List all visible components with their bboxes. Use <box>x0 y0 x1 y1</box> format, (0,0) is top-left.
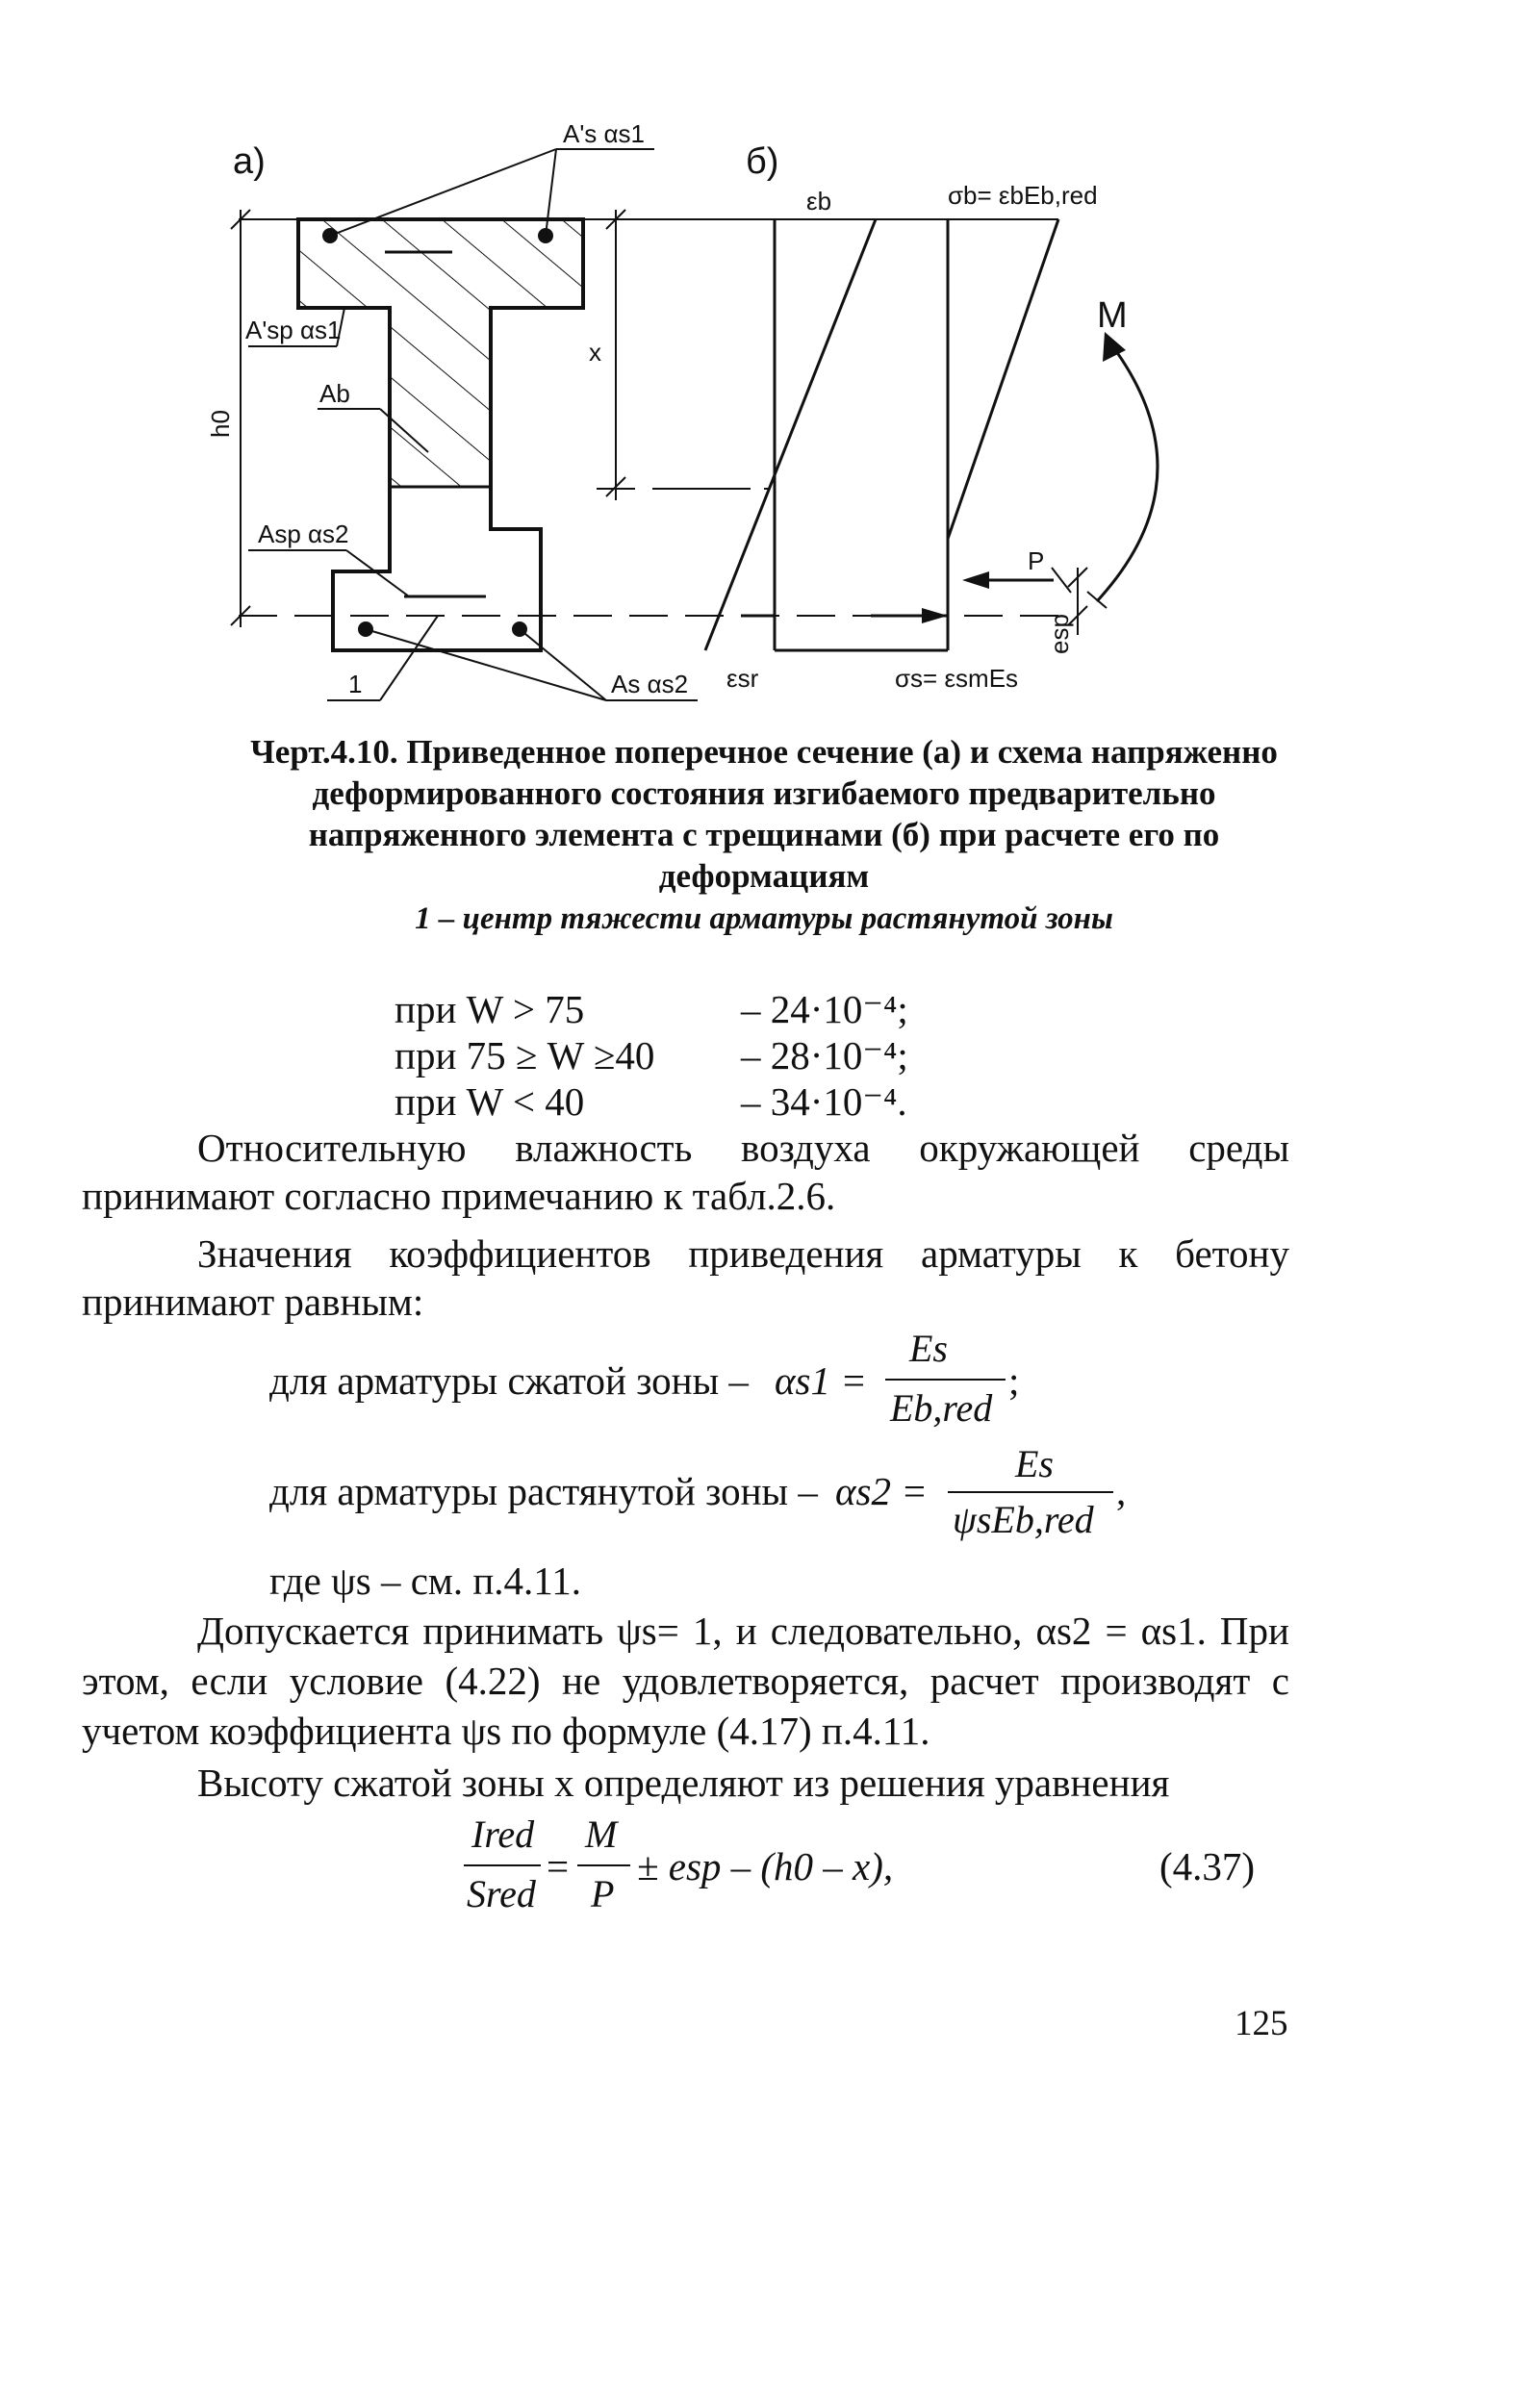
force-arrow <box>962 568 1071 593</box>
caption-line-3: напряженного элемента с трещинами (б) при расчете его по <box>308 816 1220 853</box>
para1-line2: принимают согласно примечанию к табл.2.6. <box>82 1174 836 1218</box>
label-concrete-area: Ab <box>319 379 350 408</box>
para2-line1: Значения коэффициентов приведения арматуры к бетону <box>197 1231 1289 1276</box>
equation-num1: Ired <box>471 1812 535 1856</box>
formula2-text: для арматуры растянутой зоны – <box>269 1469 818 1513</box>
formula2-numerator: Es <box>1015 1442 1054 1485</box>
figure-caption <box>115 731 1413 897</box>
formula2-fraction-bar <box>948 1491 1113 1493</box>
formula1-lhs: αs1 = <box>775 1358 867 1403</box>
formula2-lhs: αs2 = <box>835 1469 928 1513</box>
moment-arrow <box>1087 332 1158 608</box>
label-stress-bottom: σs= εsmEs <box>895 664 1019 693</box>
formula2-denominator: ψsEb,red <box>953 1498 1094 1541</box>
equation-number: (4.37) <box>1159 1844 1256 1888</box>
formula1-denominator: Eb,red <box>890 1386 993 1430</box>
label-strain-top: εb <box>806 187 832 215</box>
table-val-1: – 24·10⁻⁴; <box>741 987 908 1031</box>
caption-line-1: Черт.4.10. Приведенное поперечное сечение (а) и схема напряженно <box>250 733 1278 771</box>
caption-legend: 1 – центр тяжести арматуры растянутой зоны <box>415 901 1113 936</box>
label-centroid: 1 <box>348 670 363 698</box>
equation-bar1 <box>464 1864 541 1866</box>
equation-rest: ± esp – (h0 – x), <box>637 1844 894 1888</box>
table-cond-1: при W > 75 <box>395 987 585 1031</box>
figure-4-10 <box>0 0 1528 731</box>
para3-line2: этом, если условие (4.22) не удовлетворяется, расчет производят с <box>82 1659 1289 1703</box>
cross-section <box>298 219 583 650</box>
formula1-tail: ; <box>1008 1358 1020 1403</box>
label-b: б) <box>746 141 779 182</box>
formula1-numerator: Es <box>909 1327 948 1370</box>
label-moment: M <box>1097 295 1128 336</box>
where-clause: где ψs – см. п.4.11. <box>269 1559 582 1603</box>
label-bottom-reinf: As αs2 <box>611 670 689 698</box>
label-depth: x <box>589 338 601 367</box>
label-prestress-bottom: Asp αs2 <box>258 520 349 548</box>
para4: Высоту сжатой зоны x определяют из решения уравнения <box>197 1761 1170 1805</box>
equation-den1: Sred <box>467 1872 536 1915</box>
caption-line-2: деформированного состояния изгибаемого предварительно <box>312 774 1216 812</box>
para2-line2: принимают равным: <box>82 1280 424 1324</box>
label-top-reinf: A's αs1 <box>563 119 646 148</box>
equation-den2: P <box>591 1872 615 1915</box>
label-stress-top: σb= εbEb,red <box>948 181 1098 210</box>
label-height: h0 <box>206 410 235 438</box>
formula2-tail: , <box>1116 1469 1127 1513</box>
equation-bar2 <box>577 1864 630 1866</box>
equation-num2: M <box>585 1812 618 1856</box>
caption-line-4: деформациям <box>658 857 870 895</box>
stress-arrow <box>871 608 948 623</box>
page-number: 125 <box>1235 2004 1288 2043</box>
table-val-3: – 34·10⁻⁴. <box>741 1079 907 1124</box>
para3-line3: учетом коэффициента ψs по формуле (4.17) п.4.11. <box>82 1709 930 1753</box>
strain-diagram <box>705 219 1058 650</box>
para1-line1: Относительную влажность воздуха окружающей среды <box>197 1126 1289 1170</box>
formula1-text: для арматуры сжатой зоны – <box>269 1358 749 1403</box>
table-cond-2: при 75 ≥ W ≥40 <box>395 1033 655 1077</box>
label-eccentricity: esp <box>1045 614 1074 654</box>
label-a: а) <box>233 141 266 182</box>
equation-equals: = <box>547 1844 570 1888</box>
para3-line1: Допускается принимать ψs= 1, и следовательно, αs2 = αs1. При <box>197 1609 1289 1653</box>
label-strain-bottom: εsr <box>726 664 759 693</box>
formula1-fraction-bar <box>885 1379 1006 1381</box>
table-cond-3: при W < 40 <box>395 1079 585 1124</box>
label-force: P <box>1028 546 1045 575</box>
table-val-2: – 28·10⁻⁴; <box>741 1033 908 1077</box>
label-prestress-top: A'sp αs1 <box>245 316 342 344</box>
